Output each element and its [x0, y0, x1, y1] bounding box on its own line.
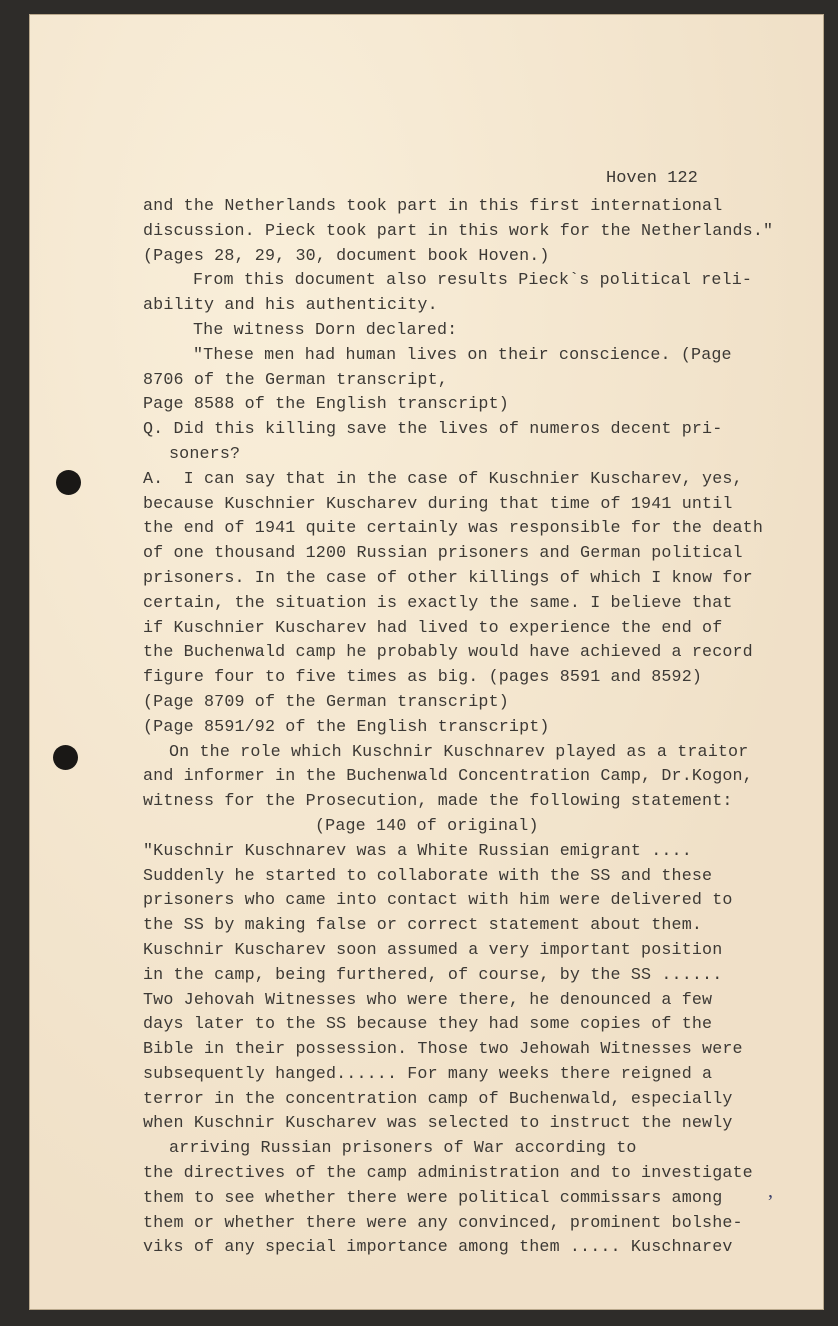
text-line: soners? — [169, 444, 241, 464]
text-line: (Pages 28, 29, 30, document book Hoven.) — [143, 246, 550, 266]
text-line: (Page 140 of original) — [315, 816, 539, 836]
text-line: (Page 8591/92 of the English transcript) — [143, 717, 550, 737]
text-line: if Kuschnier Kuscharev had lived to experience the end of — [143, 618, 723, 638]
text-line: them or whether there were any convinced, prominent bolshe- — [143, 1213, 743, 1233]
text-line: when Kuschnir Kuscharev was selected to instruct the newly — [143, 1114, 733, 1134]
text-line: prisoners. In the case of other killings of which I know for — [143, 568, 753, 588]
text-line: ability and his authenticity. — [143, 296, 438, 316]
text-line: discussion. Pieck took part in this work for the Netherlands." — [143, 221, 774, 241]
text-line: and the Netherlands took part in this first international — [143, 197, 723, 216]
text-line: On the role which Kuschnir Kuschnarev played as a traitor — [169, 742, 749, 762]
text-line: certain, the situation is exactly the same. I believe that — [143, 593, 733, 613]
text-line: From this document also results Pieck`s political reli- — [193, 271, 753, 291]
text-line: 8706 of the German transcript, — [143, 370, 448, 390]
document-page — [29, 14, 824, 1310]
text-line: Suddenly he started to collaborate with the SS and these — [143, 866, 713, 886]
text-line: Q. Did this killing save the lives of numeros decent pri- — [143, 420, 723, 440]
text-line: viks of any special importance among them ..... Kuschnarev — [143, 1238, 733, 1258]
text-line: them to see whether there were political commissars among — [143, 1188, 723, 1208]
text-line: Kuschnir Kuscharev soon assumed a very important position — [143, 940, 723, 960]
text-line: and informer in the Buchenwald Concentration Camp, Dr.Kogon, — [143, 767, 753, 787]
text-line: terror in the concentration camp of Buchenwald, especially — [143, 1089, 733, 1109]
text-line: "Kuschnir Kuschnarev was a White Russian emigrant .... — [143, 841, 692, 861]
text-line: Bible in their possession. Those two Jehowah Witnesses were — [143, 1040, 743, 1060]
text-line: Page 8588 of the English transcript) — [143, 395, 509, 415]
text-line: The witness Dorn declared: — [193, 320, 458, 340]
document-body — [143, 195, 823, 1261]
text-line: the SS by making false or correct statement about them. — [143, 916, 703, 936]
text-line: because Kuschnier Kuscharev during that time of 1941 until — [143, 494, 733, 514]
page-number-label: Hoven 122 — [606, 169, 698, 188]
text-line: of one thousand 1200 Russian prisoners and German political — [143, 544, 743, 564]
handwritten-margin-mark: , — [768, 1180, 773, 1202]
punch-hole-top — [56, 470, 81, 495]
text-line: Two Jehovah Witnesses who were there, he denounced a few — [143, 990, 713, 1010]
text-line: witness for the Prosecution, made the following statement: — [143, 792, 733, 812]
text-line: figure four to five times as big. (pages 8591 and 8592) — [143, 668, 703, 688]
punch-hole-bottom — [53, 745, 78, 770]
text-line: the directives of the camp administration and to investigate — [143, 1164, 753, 1184]
text-line: "These men had human lives on their conscience. (Page — [193, 345, 732, 365]
text-line: in the camp, being furthered, of course, by the SS ...... — [143, 965, 723, 985]
text-line: days later to the SS because they had some copies of the — [143, 1015, 713, 1035]
text-line: arriving Russian prisoners of War according to — [169, 1139, 637, 1159]
text-line: A. I can say that in the case of Kuschnier Kuscharev, yes, — [143, 469, 743, 489]
text-line: (Page 8709 of the German transcript) — [143, 692, 509, 712]
text-line: the Buchenwald camp he probably would have achieved a record — [143, 643, 753, 663]
text-line: prisoners who came into contact with him were delivered to — [143, 891, 733, 911]
text-line: the end of 1941 quite certainly was responsible for the death — [143, 519, 764, 539]
text-line: subsequently hanged...... For many weeks there reigned a — [143, 1064, 713, 1084]
